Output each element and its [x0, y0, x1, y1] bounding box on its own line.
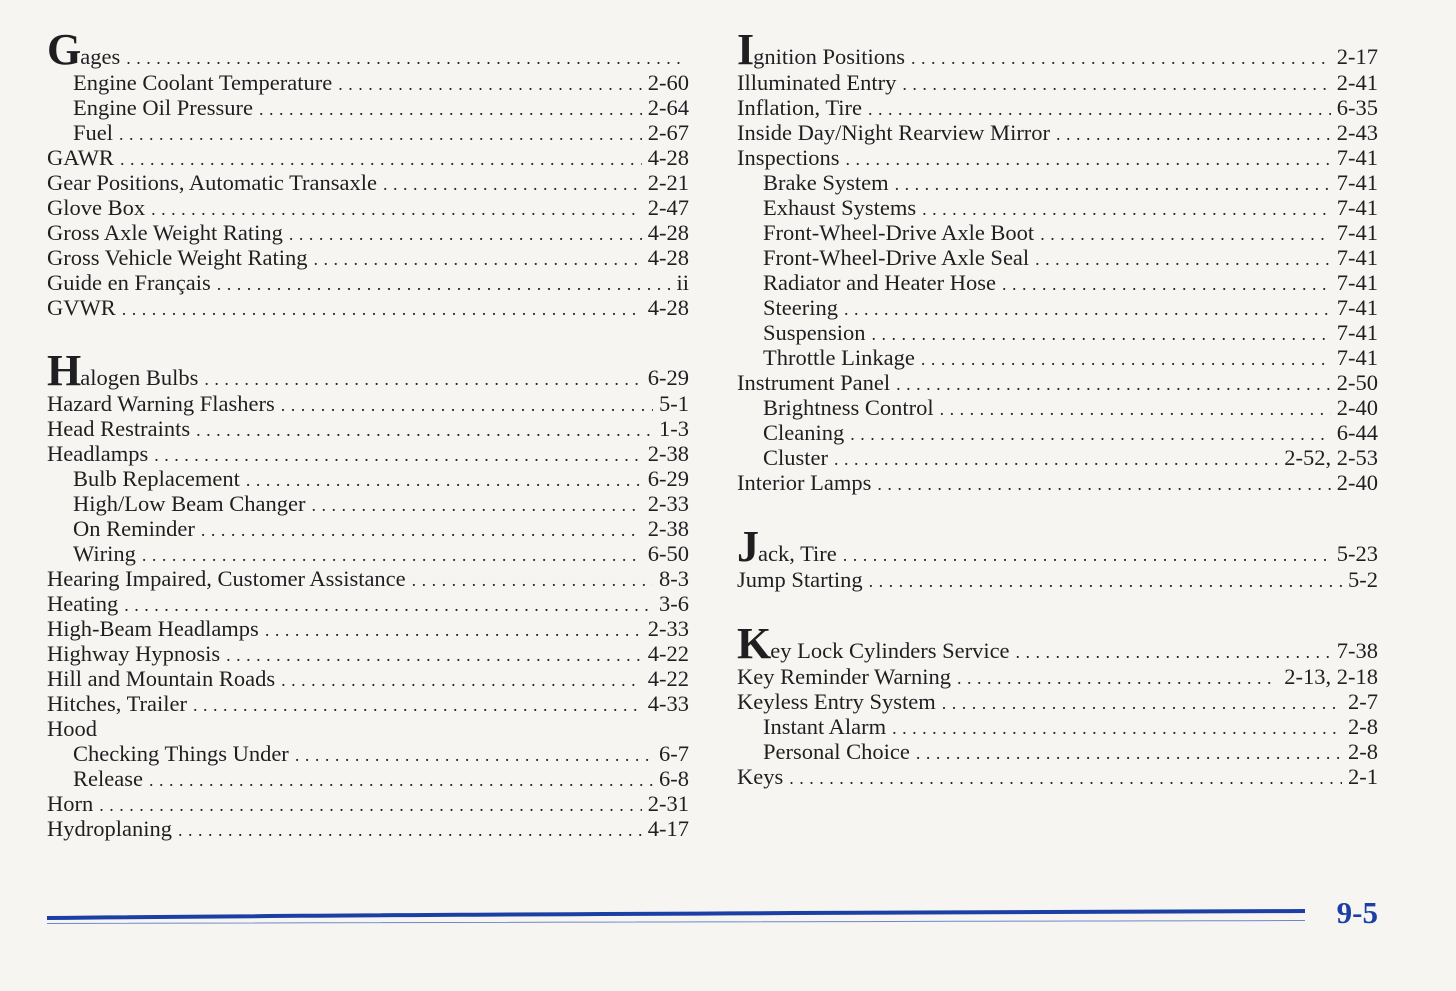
page-reference: 2-8: [1348, 739, 1378, 764]
index-subentry: [47, 766, 689, 791]
index-term: Instant Alarm: [763, 714, 887, 739]
page-reference: 7-41: [1336, 145, 1378, 170]
page-reference: 6-7: [659, 741, 689, 766]
dot-leader: [902, 72, 1330, 97]
index-entry: [47, 145, 689, 170]
dot-leader: [383, 172, 642, 197]
index-entry: [47, 170, 689, 195]
index-term: Headlamps: [47, 441, 149, 466]
dot-leader: [872, 322, 1331, 347]
index-subentry: [47, 70, 689, 95]
index-term: Personal Choice: [763, 739, 910, 764]
page-reference: 4-28: [647, 295, 689, 320]
index-section-g: [47, 25, 689, 320]
index-term: Hydroplaning: [47, 816, 172, 841]
index-entry: [737, 567, 1378, 592]
page-reference: 7-38: [1336, 638, 1378, 663]
page-reference: 5-1: [659, 391, 689, 416]
index-term-rest: ack, Tire: [758, 541, 837, 566]
index-term: Inspections: [737, 145, 840, 170]
index-entry: [47, 346, 689, 395]
page-reference: 2-40: [1336, 470, 1378, 495]
index-section-j: [737, 522, 1378, 592]
index-term: Suspension: [763, 320, 866, 345]
index-section-k: [737, 619, 1378, 789]
index-term: Hitches, Trailer: [47, 691, 187, 716]
index-subentry: [737, 739, 1378, 764]
index-subentry: [47, 516, 689, 541]
dot-leader: [338, 72, 642, 97]
index-term: Steering: [763, 295, 838, 320]
index-entry: [47, 295, 689, 320]
index-term: GVWR: [47, 295, 116, 320]
dot-leader: [124, 593, 653, 618]
index-term: Keyless Entry System: [737, 689, 936, 714]
page-reference: 4-28: [647, 245, 689, 270]
index-term: Hill and Mountain Roads: [47, 666, 276, 691]
index-entry: [47, 441, 689, 466]
dot-leader: [120, 147, 642, 172]
index-term: Bulb Replacement: [73, 466, 240, 491]
index-subentry: [737, 170, 1378, 195]
index-entry: [737, 95, 1378, 120]
index-entry: [47, 591, 689, 616]
index-subentry: [47, 466, 689, 491]
index-subentry: [737, 320, 1378, 345]
dot-leader: [289, 222, 642, 247]
page-reference: 6-50: [647, 541, 689, 566]
page-reference: 2-31: [647, 791, 689, 816]
dot-leader: [193, 693, 642, 718]
page-reference: ii: [676, 270, 689, 295]
page-reference: 6-29: [647, 365, 689, 390]
index-entry: [737, 70, 1378, 95]
section-initial-letter: K: [737, 619, 771, 668]
page-reference: 6-44: [1336, 420, 1378, 445]
index-term-rest: ages: [80, 44, 121, 69]
dot-leader: [259, 97, 642, 122]
dot-leader: [99, 793, 642, 818]
index-entry: [737, 120, 1378, 145]
page-reference: 2-47: [647, 195, 689, 220]
dot-leader: [868, 97, 1331, 122]
index-entry: [737, 370, 1378, 395]
index-term: Instrument Panel: [737, 370, 891, 395]
index-subentry: [47, 741, 689, 766]
dot-leader: [892, 716, 1342, 741]
page-reference: 6-8: [659, 766, 689, 791]
index-term: On Reminder: [73, 516, 195, 541]
index-term: Gear Positions, Automatic Transaxle: [47, 170, 377, 195]
dot-leader: [789, 766, 1342, 791]
index-term: Inflation, Tire: [737, 95, 863, 120]
page-reference: 3-6: [659, 591, 689, 616]
index-term-rest: alogen Bulbs: [80, 365, 199, 390]
page-reference: 7-41: [1336, 345, 1378, 370]
index-subentry: [737, 245, 1378, 270]
page-reference: 4-33: [647, 691, 689, 716]
footer-rule: [47, 904, 1305, 926]
index-subentry: [737, 220, 1378, 245]
page-reference: 2-1: [1348, 764, 1378, 789]
index-entry: [47, 616, 689, 641]
page-reference: 7-41: [1336, 270, 1378, 295]
index-entry: [47, 791, 689, 816]
index-column-right: [737, 25, 1378, 789]
dot-leader: [1040, 222, 1331, 247]
dot-leader: [895, 172, 1331, 197]
page-reference: 2-38: [647, 441, 689, 466]
index-entry: [47, 716, 689, 741]
index-subentry: [737, 270, 1378, 295]
dot-leader: [178, 818, 642, 843]
dot-leader: [295, 743, 653, 768]
page-reference: 4-28: [647, 220, 689, 245]
index-subentry: [737, 395, 1378, 420]
page-reference: 2-64: [647, 95, 689, 120]
index-column-left: [47, 25, 689, 841]
index-term: Jump Starting: [737, 567, 863, 592]
index-term: Release: [73, 766, 143, 791]
section-initial-letter: G: [47, 25, 81, 74]
index-entry: [47, 245, 689, 270]
dot-leader: [916, 741, 1342, 766]
dot-leader: [896, 372, 1331, 397]
index-term: Fuel: [73, 120, 114, 145]
index-term: Heating: [47, 591, 119, 616]
page-reference: 6-29: [647, 466, 689, 491]
page-reference: 2-40: [1336, 395, 1378, 420]
dot-leader: [869, 569, 1342, 594]
index-term: Front-Wheel-Drive Axle Boot: [763, 220, 1035, 245]
page-reference: 7-41: [1336, 170, 1378, 195]
index-term: Exhaust Systems: [763, 195, 917, 220]
index-term: Hazard Warning Flashers: [47, 391, 275, 416]
page-reference: 2-33: [647, 616, 689, 641]
page-reference: 2-43: [1336, 120, 1378, 145]
index-term: Engine Coolant Temperature: [73, 70, 333, 95]
index-term: Checking Things Under: [73, 741, 289, 766]
page-reference: 7-41: [1336, 195, 1378, 220]
index-entry: [47, 641, 689, 666]
page-reference: 2-33: [647, 491, 689, 516]
dot-leader: [196, 418, 653, 443]
page-reference: 2-13, 2-18: [1284, 664, 1378, 689]
index-entry: [47, 270, 689, 295]
page-reference: 2-67: [647, 120, 689, 145]
dot-leader: [1056, 122, 1331, 147]
index-term: Key Reminder Warning: [737, 664, 951, 689]
dot-leader: [311, 493, 641, 518]
index-subentry: [47, 541, 689, 566]
page-reference: 2-41: [1336, 70, 1378, 95]
index-subentry: [737, 295, 1378, 320]
page-reference: 7-41: [1336, 295, 1378, 320]
index-term: Inside Day/Night Rearview Mirror: [737, 120, 1051, 145]
index-subentry: [737, 714, 1378, 739]
page-reference: 4-17: [647, 816, 689, 841]
dot-leader: [281, 668, 642, 693]
dot-leader: [313, 247, 641, 272]
index-term: Highway Hypnosis: [47, 641, 221, 666]
index-term: Gross Vehicle Weight Rating: [47, 245, 308, 270]
index-section-h: [47, 346, 689, 841]
dot-leader: [957, 666, 1278, 691]
dot-leader: [412, 568, 653, 593]
dot-leader: [834, 447, 1278, 472]
index-entry: [47, 691, 689, 716]
footer-rule-line: [47, 909, 1305, 920]
index-entry: [737, 145, 1378, 170]
page-reference: 1-3: [659, 416, 689, 441]
dot-leader: [154, 443, 642, 468]
index-term: Throttle Linkage: [763, 345, 915, 370]
page-reference: 2-50: [1336, 370, 1378, 395]
dot-leader: [844, 297, 1331, 322]
page-reference: 2-60: [647, 70, 689, 95]
index-term: Illuminated Entry: [737, 70, 897, 95]
index-term: Horn: [47, 791, 94, 816]
index-term: Front-Wheel-Drive Axle Seal: [763, 245, 1030, 270]
index-term: Cleaning: [763, 420, 845, 445]
dot-leader: [877, 472, 1330, 497]
index-term: Engine Oil Pressure: [73, 95, 253, 120]
page-reference: 2-21: [647, 170, 689, 195]
index-term: Guide en Français: [47, 270, 211, 295]
footer-rule-shadow: [47, 920, 1305, 924]
dot-leader: [942, 691, 1342, 716]
dot-leader: [122, 297, 642, 322]
dot-leader: [281, 393, 653, 418]
index-term: Brake System: [763, 170, 889, 195]
dot-leader: [921, 347, 1331, 372]
index-subentry: [47, 120, 689, 145]
index-subentry: [737, 445, 1378, 470]
index-term: Hood: [47, 716, 97, 741]
index-entry: [47, 666, 689, 691]
index-subentry: [47, 491, 689, 516]
index-term: High-Beam Headlamps: [47, 616, 259, 641]
index-term-rest: gnition Positions: [753, 44, 906, 69]
page-reference: 5-23: [1336, 541, 1378, 566]
page-reference: 7-41: [1336, 320, 1378, 345]
page-number: 9-5: [1336, 895, 1378, 930]
index-entry: [47, 220, 689, 245]
page-reference: 4-22: [647, 641, 689, 666]
dot-leader: [922, 197, 1331, 222]
section-initial-letter: I: [737, 25, 754, 74]
dot-leader: [940, 397, 1331, 422]
dot-leader: [151, 197, 642, 222]
index-term: Gross Axle Weight Rating: [47, 220, 283, 245]
index-entry: [47, 25, 689, 74]
index-subentry: [737, 345, 1378, 370]
index-term: Hearing Impaired, Customer Assistance: [47, 566, 406, 591]
dot-leader: [142, 543, 642, 568]
index-subentry: [737, 420, 1378, 445]
index-entry: [47, 566, 689, 591]
index-term: Brightness Control: [763, 395, 934, 420]
page-reference: 2-38: [647, 516, 689, 541]
page-reference: 7-41: [1336, 220, 1378, 245]
index-entry: [47, 816, 689, 841]
page-reference: 7-41: [1336, 245, 1378, 270]
page-reference: 2-17: [1336, 44, 1378, 69]
index-entry: [737, 619, 1378, 668]
index-entry: [737, 689, 1378, 714]
dot-leader: [265, 618, 642, 643]
section-initial-letter: J: [737, 522, 758, 571]
index-term: Interior Lamps: [737, 470, 872, 495]
index-term: Wiring: [73, 541, 136, 566]
page-reference: 5-2: [1348, 567, 1378, 592]
index-term-rest: ey Lock Cylinders Service: [770, 638, 1010, 663]
dot-leader: [149, 768, 653, 793]
dot-leader: [1002, 272, 1331, 297]
index-entry: [737, 470, 1378, 495]
dot-leader: [246, 468, 642, 493]
dot-leader: [119, 122, 642, 147]
dot-leader: [201, 518, 642, 543]
page-reference: 4-22: [647, 666, 689, 691]
index-term: Head Restraints: [47, 416, 191, 441]
page-reference: 2-7: [1348, 689, 1378, 714]
index-section-i: [737, 25, 1378, 495]
section-initial-letter: H: [47, 346, 81, 395]
page-reference: 6-35: [1336, 95, 1378, 120]
index-term: Radiator and Heater Hose: [763, 270, 997, 295]
index-entry: [47, 195, 689, 220]
index-subentry: [47, 95, 689, 120]
index-entry: [737, 764, 1378, 789]
index-term: GAWR: [47, 145, 114, 170]
index-entry: [47, 416, 689, 441]
dot-leader: [217, 272, 671, 297]
index-subentry: [737, 195, 1378, 220]
dot-leader: [1035, 247, 1331, 272]
index-entry: [47, 391, 689, 416]
index-entry: [737, 25, 1378, 74]
dot-leader: [845, 147, 1330, 172]
index-entry: [737, 522, 1378, 571]
dot-leader: [226, 643, 642, 668]
page-reference: 4-28: [647, 145, 689, 170]
index-term: Glove Box: [47, 195, 146, 220]
page-reference: 2-8: [1348, 714, 1378, 739]
page-reference: 2-52, 2-53: [1284, 445, 1378, 470]
dot-leader: [850, 422, 1331, 447]
index-term: Cluster: [763, 445, 828, 470]
index-term: High/Low Beam Changer: [73, 491, 306, 516]
index-term: Keys: [737, 764, 784, 789]
page-reference: 8-3: [659, 566, 689, 591]
